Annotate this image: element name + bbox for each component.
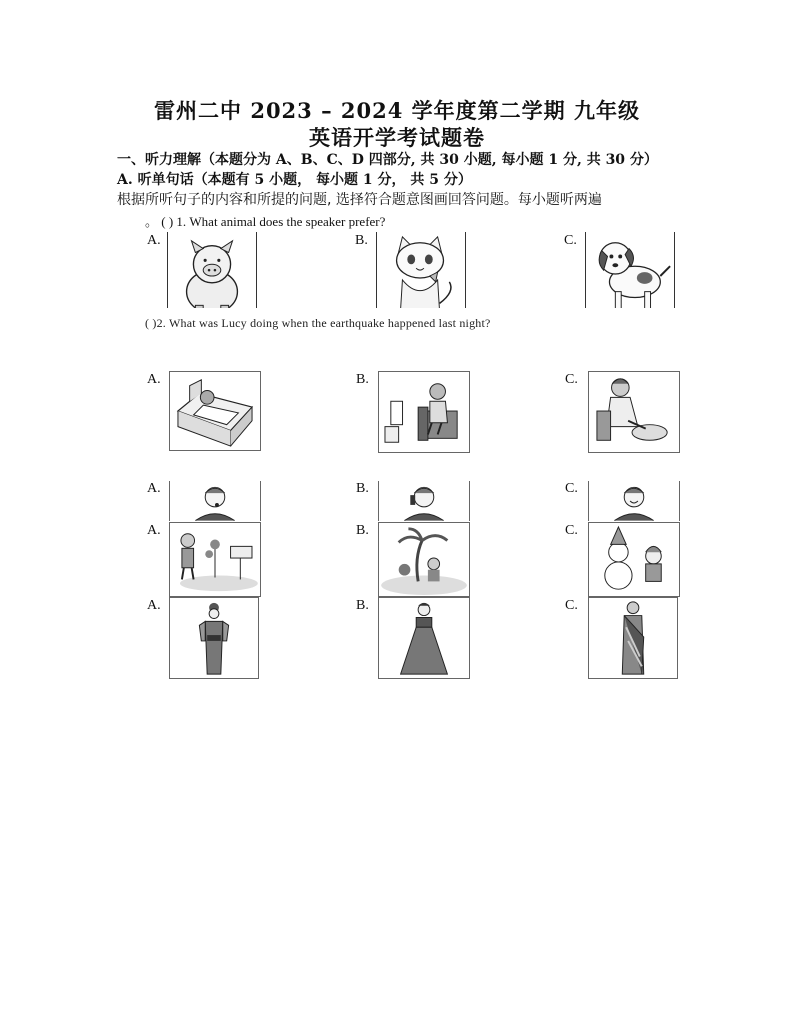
option-label-a: A. <box>147 233 161 248</box>
sari-picture <box>588 597 678 679</box>
question-2: ( )2. What was Lucy doing when the earthquake happened last night? <box>145 316 491 330</box>
option-label-b: B. <box>355 233 368 248</box>
option-label-b: B. <box>356 372 369 387</box>
option-label-a: A. <box>147 372 161 387</box>
question-1: 。 ( ) 1. What animal does the speaker prefer? <box>145 214 386 229</box>
sleeping-in-bed-picture <box>169 371 261 451</box>
hanbok-picture <box>378 597 470 679</box>
planting-trees-picture <box>169 522 261 597</box>
watching-tv-picture <box>378 371 470 453</box>
dog-picture <box>585 232 675 320</box>
option-label-b: B. <box>356 481 369 496</box>
pig-picture <box>167 232 257 320</box>
option-label-b: B. <box>356 523 369 538</box>
boy-phone-picture <box>378 481 470 521</box>
beach-picture <box>378 522 470 597</box>
option-label-c: C. <box>565 372 578 387</box>
option-label-a: A. <box>147 598 161 613</box>
kimono-picture <box>169 597 259 679</box>
option-label-b: B. <box>356 598 369 613</box>
boy-headache-picture <box>169 481 261 521</box>
option-label-c: C. <box>564 233 577 248</box>
option-label-c: C. <box>565 523 578 538</box>
boy-smiling-picture <box>588 481 680 521</box>
cat-picture <box>376 232 466 320</box>
option-label-c: C. <box>565 481 578 496</box>
option-label-c: C. <box>565 598 578 613</box>
snowman-picture <box>588 522 680 597</box>
section-heading: 一、听力理解（本题分为 A、B、C、D 四部分, 共 30 小题, 每小题 1 分, 共 30 分） <box>117 152 658 168</box>
option-label-a: A. <box>147 481 161 496</box>
subsection-heading: A. 听单句话（本题有 5 小题， 每小题 1 分， 共 5 分） <box>117 172 472 188</box>
washing-clothes-picture <box>588 371 680 453</box>
title-line-1: 雷州二中 2023 – 2024 学年度第二学期 九年级 <box>154 98 640 123</box>
option-label-a: A. <box>147 523 161 538</box>
instructions: 根据所听句子的内容和所提的问题, 选择符合题意图画回答问题。每小题听两遍 <box>117 192 602 208</box>
title-line-2: 英语开学考试题卷 <box>309 125 485 150</box>
